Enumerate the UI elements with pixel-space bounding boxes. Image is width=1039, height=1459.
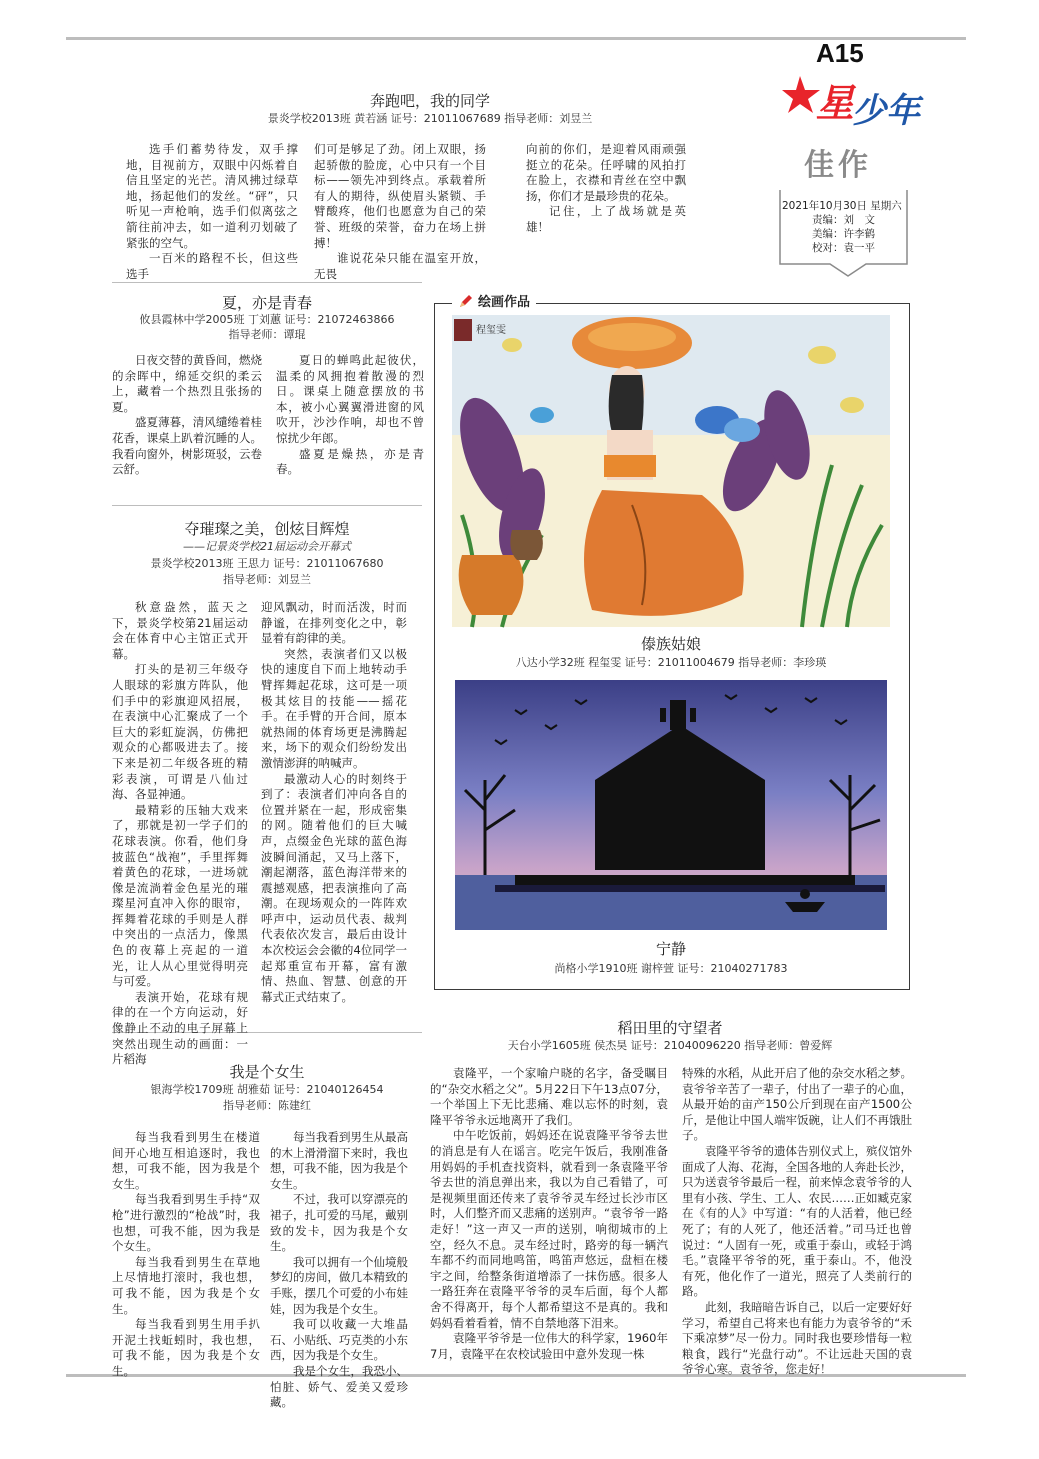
gallery-header bbox=[452, 291, 536, 310]
article-byline: 攸县霞林中学2005班 丁刘蕙 证号：21072463866 bbox=[139, 313, 395, 326]
paragraph: 突然，表演者们又以极快的速度自下而上地转动手臂挥舞起花球，这可是一项极其炫目的技能——摇花手。在手臂的开合间，原本就热闹的体育场更是沸腾起来，场下的观众们纷纷发出激情澎湃的呐喊声。 bbox=[261, 646, 407, 770]
svg-text:少年: 少年 bbox=[852, 91, 920, 131]
article-title: 奔跑吧，我的同学 bbox=[369, 92, 490, 110]
paragraph: 盛夏是燥热，亦是青春。 bbox=[276, 446, 424, 477]
paragraph: 谁说花朵只能在温室开放，无畏 bbox=[314, 251, 486, 281]
article-advisor: 指导老师：陈建红 bbox=[223, 1099, 311, 1112]
paragraph: 选手们蓄势待发，双手撑地，目视前方，双眼中闪烁着自信且坚定的光芒。清风拂过绿草地，扬起他们的发丝。“砰”，只听见一声枪响，选手们似离弦之箭往前冲去，如一道利刃划破了紧张的空气。 bbox=[126, 142, 298, 250]
paragraph: 向前的你们，是迎着风雨顽强挺立的花朵。任呼啸的风拍打在脸上，衣襟和青丝在空中飘扬，你们才是最珍贵的花朵。 bbox=[526, 142, 686, 203]
article-column bbox=[430, 1066, 668, 1362]
section-title: 佳作 bbox=[804, 148, 872, 183]
editor-credit: 责编：刘 文 bbox=[812, 214, 875, 226]
article-column bbox=[261, 600, 407, 1005]
pencil-icon bbox=[458, 293, 474, 309]
paragraph: 一百米的路程不长，但这些选手 bbox=[126, 251, 298, 281]
paragraph: 每当我看到男生在草地上尽情地打滚时，我也想，可我不能，因为我是个女生。 bbox=[112, 1254, 260, 1316]
article-advisor: 指导老师：刘昱兰 bbox=[223, 573, 311, 586]
paragraph: 我是个女生，我恐小、怕脏、娇气、爱美又爱珍藏。 bbox=[270, 1363, 408, 1410]
paragraph: 袁隆平，一个家喻户晓的名字，备受瞩目的“杂交水稻之父”。5月22日下午13点07分，一个举国上下无比悲痛、难以忘怀的时刻，袁隆平爷爷永远地离开了我们。 bbox=[430, 1066, 668, 1127]
masthead bbox=[776, 30, 920, 280]
painting-credit: 尚格小学1910班 谢梓萱 证号：21040271783 bbox=[554, 962, 788, 975]
paragraph: 袁隆平爷爷的遗体告别仪式上，殡仪馆外面成了人海、花海，全国各地的人奔赴长沙，只为送袁爷爷最后一程，前来悼念袁爷爷的人里有小孩、学生、工人、农民……正如臧克家在《有的人》中写道：“有的人活着，他已经死了；有的人死了，他还活着。”司马迁也曾说过：“人固有一死，或重于泰山，或轻于鸿毛。”袁隆平爷爷的死，重于泰山。不，他没有死，他化作了一道光，照亮了人类前行的路。 bbox=[682, 1143, 912, 1299]
article-column bbox=[112, 1130, 260, 1380]
paragraph: 打头的是初三年级夺人眼球的彩旗方阵队，他们手中的彩旗迎风招展，在表演中心汇聚成了一个巨大的彩虹旋涡，仿佛把观众的心都吸进去了。接下来是初二年级各班的精彩表演，可谓是八仙过海、各显神通。 bbox=[112, 662, 248, 802]
paragraph: 特殊的水稻，从此开启了他的杂交水稻之梦。袁爷爷辛苦了一辈子，付出了一辈子的心血，从最开始的亩产150公斤到现在亩产1500公斤，是他让中国人端牢饭碗，让人们不再饿肚子。 bbox=[682, 1066, 912, 1143]
paragraph: 每当我看到男生用手扒开泥土找蚯蚓时，我也想，可我不能，因为我是个女生。 bbox=[112, 1317, 260, 1378]
article-column bbox=[276, 353, 424, 478]
paragraph: 表演开始，花球有规律的在一个方向运动，好像静止不动的电子屏幕上突然出现生动的画面：一片稻海 bbox=[112, 989, 248, 1067]
paragraph: 每当我看到男生从最高的木上滑滑溜下来时，我也想，可我不能，因为我是个女生。 bbox=[270, 1130, 408, 1191]
painting-dai-girl bbox=[452, 315, 890, 627]
article-byline: 景炎学校2013班 王思力 证号：21011067680 bbox=[150, 557, 384, 570]
article-advisor: 指导老师：谭琨 bbox=[228, 328, 306, 341]
page-number: A15 bbox=[816, 38, 864, 68]
paragraph: 我可以收藏一大堆晶石、小贴纸、巧克类的小东西，因为我是个女生。 bbox=[270, 1317, 408, 1363]
article-title: 夏，亦是青春 bbox=[221, 294, 312, 312]
paragraph: 们可是够足了劲。闭上双眼，扬起骄傲的脸庞，心中只有一个目标——领先冲到终点。承载着所有人的期待，纵使眉头紧锁、手臂酸疼，他们也愿意为自己的荣誉、班级的荣誉，奋力在场上拼搏！ bbox=[314, 142, 486, 250]
painting-title: 傣族姑娘 bbox=[640, 635, 701, 653]
article-column bbox=[270, 1130, 408, 1411]
paragraph: 日夜交替的黄昏间，燃烧的余晖中，绵延交织的柔云上，藏着一个热烈且张扬的夏。 bbox=[112, 353, 262, 414]
paragraph: 最激动人心的时刻终于到了：表演者们冲向各自的位置并紧在一起，形成密集的网。随着他们的巨大喊声，点缀金色光球的蓝色海波瞬间涌起，又马上落下，潮起潮落，蓝色海洋带来的震撼观感，把表演推向了高潮。在现场观众的一阵阵欢呼声中，运动员代表、裁判代表依次发言，最后由设计本次校运会会徽的4位同学一起郑重宣布开幕，富有激情、热血、智慧、创意的开幕式正式结束了。 bbox=[261, 771, 407, 1004]
separator bbox=[112, 505, 422, 506]
proof-credit: 校对：袁一平 bbox=[812, 242, 875, 254]
gallery-title: 绘画作品 bbox=[478, 295, 531, 310]
painting-credit: 八达小学32班 程玺雯 证号：21011004679 指导老师：李珍瑛 bbox=[515, 656, 827, 669]
paragraph: 迎风飘动，时而活泼，时而静谧，在排列变化之中，彰显着有韵律的美。 bbox=[261, 600, 407, 646]
paragraph: 中午吃饭前，妈妈还在说袁隆平爷爷去世的消息是有人在谣言。吃完午饭后，我刚准备用妈妈的手机查找资料，就看到一条袁隆平爷爷去世的消息弹出来，我以为自己看错了，可是视频里面还传来了袁爷爷灵车经过长沙市区时，人们整齐而又悲痛的送别声。“袁爷爷一路走好！”这一声又一声的送别，响彻城市的上空，经久不息。灵车经过时，路旁的每一辆汽车都不约而同地鸣笛，鸣笛声悠远，盘桓在楼宇之间，给整条街道增添了一抹伤感。很多人一路狂奔在袁隆平爷爷的灵车后面，每个人都舍不得离开，每个人都希望这不是真的。我和妈妈看着看着，情不自禁地落下泪来。 bbox=[430, 1128, 668, 1330]
painting-title: 宁静 bbox=[655, 940, 686, 958]
article-column bbox=[126, 142, 298, 282]
article-column bbox=[112, 353, 262, 478]
paragraph: 记住，上了战场就是英雄！ bbox=[526, 204, 686, 234]
article-subtitle: ——记景炎学校21届运动会开幕式 bbox=[183, 540, 351, 553]
article-column bbox=[526, 142, 686, 236]
paragraph: 每当我看到男生手持“双枪”进行激烈的“枪战”时，我也想，可我不能，因为我是个女生。 bbox=[112, 1192, 260, 1254]
paragraph: 此刻，我暗暗告诉自己，以后一定要好好学习，希望自己将来也有能力为袁爷爷的“禾下乘凉梦”尽一份力。同时我也要珍惜每一粒粮食，践行“光盘行动”。不让远赴天国的袁爷爷心寒。袁爷爷，您走好！ bbox=[682, 1299, 912, 1377]
article-byline: 天台小学1605班 侯杰昊 证号：21040096220 指导老师：曾爱辉 bbox=[507, 1039, 833, 1052]
article-title: 夺璀璨之美，创炫目辉煌 bbox=[184, 520, 350, 538]
painting-tranquility bbox=[455, 680, 887, 930]
article-column bbox=[682, 1066, 912, 1378]
masthead-frame bbox=[776, 30, 911, 280]
paragraph: 袁隆平爷爷是一位伟大的科学家，1960年7月，袁隆平在农校试验田中意外发现一株 bbox=[430, 1331, 668, 1361]
paragraph: 每当我看到男生在楼道间开心地互相追逐时，我也想，可我不能，因为我是个女生。 bbox=[112, 1130, 260, 1191]
paragraph: 秋意盎然，蓝天之下，景炎学校第21届运动会在体育中心主馆正式开幕。 bbox=[112, 600, 248, 661]
art-credit: 美编：许李鹤 bbox=[812, 228, 875, 240]
paragraph: 不过，我可以穿漂亮的裙子，扎可爱的马尾，戴别致的发卡，因为我是个女生。 bbox=[270, 1192, 408, 1254]
article-title: 我是个女生 bbox=[229, 1063, 305, 1081]
article-column bbox=[112, 600, 248, 1068]
article-column bbox=[314, 142, 486, 282]
svg-text:星: 星 bbox=[816, 81, 855, 125]
artist-seal: 程玺雯 bbox=[476, 325, 506, 336]
issue-date: 2021年10月30日 星期六 bbox=[782, 200, 902, 212]
paragraph: 夏日的蝉鸣此起彼伏，温柔的风拥抱着散漫的烈日。课桌上随意摆放的书本，被小心翼翼滑进窗的风吹开，沙沙作响，却也不曾惊扰少年郎。 bbox=[276, 353, 424, 445]
article-byline: 银海学校1709班 胡雅茹 证号：21040126454 bbox=[150, 1083, 384, 1096]
article-title: 稻田里的守望者 bbox=[617, 1019, 723, 1037]
paragraph: 盛夏薄暮，清风缱绻着桂花香，课桌上趴着沉睡的人。我看向窗外，树影斑驳，云卷云舒。 bbox=[112, 415, 262, 477]
article-byline: 景炎学校2013班 黄若涵 证号：21011067689 指导老师：刘昱兰 bbox=[267, 112, 593, 125]
paragraph: 最精彩的压轴大戏来了，那就是初一学子们的花球表演。你看，他们身披蓝色“战袍”，手里挥舞着黄色的花球，一进场就像是流淌着金色星光的璀璨星河直冲入你的眼帘，挥舞着花球的手则是人群中突出的一点活力，像黑色的夜幕上亮起的一道光，让人从心里觉得明亮与可爱。 bbox=[112, 802, 248, 989]
paragraph: 我可以拥有一个仙境般梦幻的房间，做几本精致的手账，摆几个可爱的小布娃娃，因为我是个女生。 bbox=[270, 1254, 408, 1316]
